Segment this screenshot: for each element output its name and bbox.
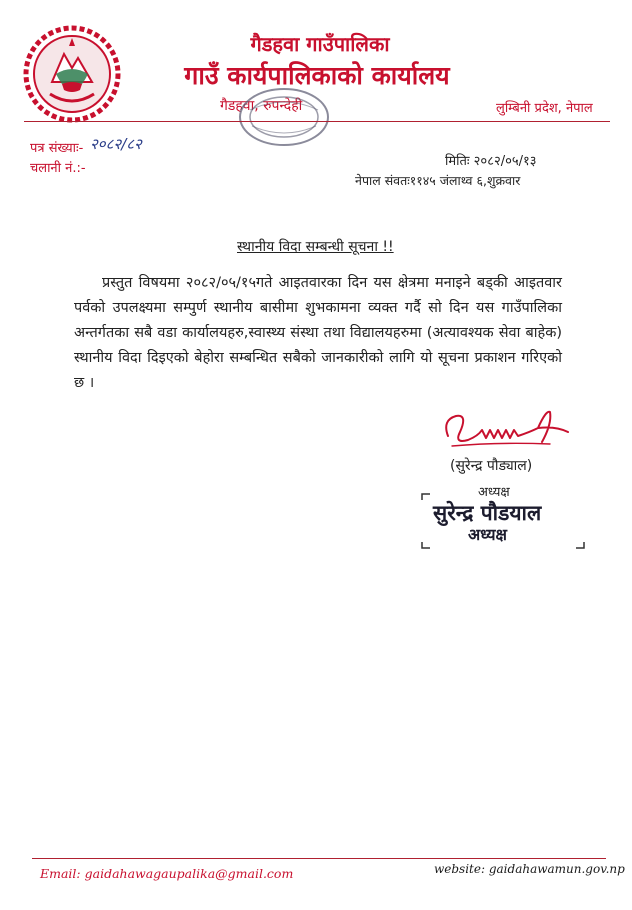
signatory-name: (सुरेन्द्र पौड्याल) — [450, 458, 533, 474]
name-stamp-name: सुरेन्द्र पौडयाल — [433, 501, 542, 525]
office-name: गाउँ कार्यपालिकाको कार्यालय — [184, 61, 450, 90]
header-divider — [24, 121, 610, 122]
reference-number-label: पत्र संख्याः- — [30, 141, 84, 156]
nepal-samvat-date: नेपाल संवतः११४५ जंलाथ्व ६,शुक्रवार — [355, 173, 521, 188]
footer-divider — [32, 858, 606, 859]
dispatch-number-label: चलानी नं.:- — [30, 161, 86, 176]
name-stamp-title: अध्यक्ष — [468, 525, 507, 544]
notice-subject: स्थानीय विदा सम्बन्धी सूचना !! — [237, 239, 394, 255]
nepal-emblem-icon — [22, 24, 122, 124]
office-stamp-icon — [236, 86, 332, 148]
office-address: गैडहवा, रुपन्देही — [220, 98, 303, 114]
province-label: लुम्बिनी प्रदेश, नेपाल — [496, 101, 593, 116]
reference-number-value: २०८२/८२ — [90, 135, 142, 153]
municipality-name: गैडहवा गाउँपालिका — [250, 32, 390, 56]
footer-email: Email: gaidahawagaupalika@gmail.com — [40, 866, 294, 881]
signatory-title: अध्यक्ष — [478, 485, 510, 500]
handwritten-signature — [438, 402, 578, 456]
notice-body: प्रस्तुत विषयमा २०८२/०५/१५गते आइतवारका दिन यस क्षेत्रमा मनाइने बड्की आइतवार पर्वको उपलक्ष्यमा सम्पुर्ण स्थानीय बासीमा शुभकामना व्यक्त गर्दै सो दिन यस गाउँपालिका अन्तर्गतका सबै वडा कार्यालयहरु,स्वास्थ्य संस्था तथा विद्यालयहरुमा (अत्यावश्यक सेवा बाहेक) स्थानीय विदा दिइएको बेहोरा सम्बन्धित सबैको जानकारीको लागि यो सूचना प्रकाशन गरिएको छ । — [74, 275, 562, 391]
letter-date: मितिः २०८२/०५/१३ — [445, 154, 537, 169]
footer-website: website: gaidahawamun.gov.np — [434, 862, 625, 876]
